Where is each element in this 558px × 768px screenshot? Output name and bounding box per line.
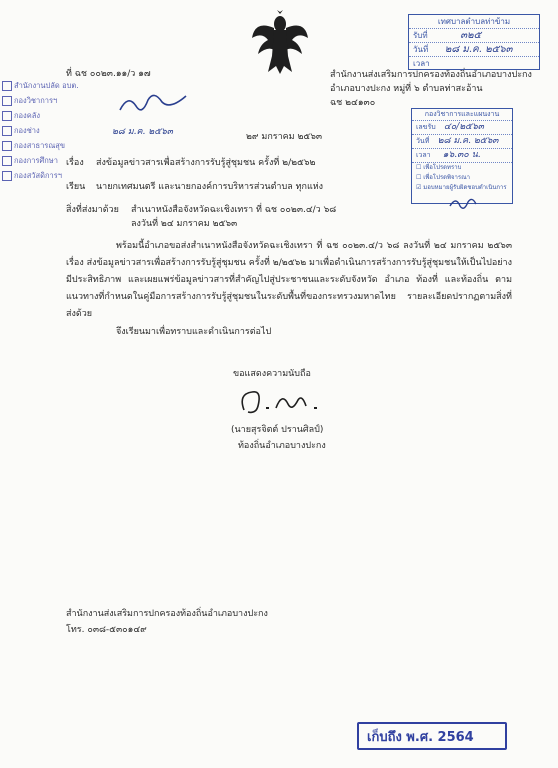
receive-date-label: วันที่: [413, 45, 429, 54]
dept-check-label: เพื่อโปรดทราบ: [423, 164, 462, 171]
footer-phone: โทร. ๐๓๘-๕๓๐๑๔๙: [66, 625, 147, 635]
signer-position: ท้องถิ่นอำเภอบางปะกง: [238, 441, 326, 451]
receive-date: ๒๘ ม.ค. ๒๕๖๓: [444, 44, 513, 55]
receive-stamp-date-row: [409, 43, 539, 57]
dept-stamp-time-row: [412, 149, 512, 163]
dept-date-label: วันที่: [416, 137, 430, 145]
footer-office: สำนักงานส่งเสริมการปกครองท้องถิ่นอำเภอบางปะกง: [66, 609, 268, 619]
dept-check-3: ☑ มอบหมายผู้รับผิดชอบดำเนินการ: [416, 184, 507, 191]
closing-request: จึงเรียนมาเพื่อทราบและดำเนินการต่อไป: [116, 327, 272, 337]
garuda-emblem-icon: [250, 10, 310, 76]
dept-receive-no-label: เลขรับ: [416, 123, 436, 131]
dept-signature-icon: [448, 194, 478, 214]
receive-stamp-time-row: [409, 57, 539, 70]
agency-address: อำเภอบางปะกง หมู่ที่ ๖ ตำบลท่าสะอ้าน: [330, 84, 483, 94]
routing-item: [0, 138, 90, 153]
routing-item-label: กองสาธารณสุข: [14, 141, 65, 150]
archive-stamp-text: เก็บถึง พ.ศ. 2564: [367, 730, 474, 745]
routing-item-label: กองการศึกษา: [14, 156, 58, 165]
routing-item-label: กองสวัสดิการฯ: [14, 171, 62, 180]
dept-date: ๒๘ ม.ค. ๒๕๖๓: [437, 136, 499, 146]
document-number: ที่ ฉช ๐๐๒๓.๑๑/ว ๑๗: [66, 69, 151, 79]
salutation-text: นายกเทศมนตรี และนายกองค์การบริหารส่วนตำบล ทุกแห่ง: [96, 182, 324, 192]
signer-name: (นายสุรจิตต์ ปรานศิลป์): [231, 425, 324, 435]
receive-stamp-title: เทศบาลตำบลท่าข้าม: [409, 15, 539, 29]
signature-icon: [236, 384, 326, 418]
dept-time-label: เวลา: [416, 151, 431, 159]
dept-time: ๑๖.๓๐ น.: [442, 150, 481, 160]
routing-item: [0, 93, 90, 108]
routing-item: [0, 123, 90, 138]
dept-check-label: เพื่อโปรดพิจารณา: [423, 174, 471, 181]
attachment-line-1: สำเนาหนังสือจังหวัดฉะเชิงเทรา ที่ ฉช ๐๐๒๓.๔/ว ๖๘: [131, 205, 337, 215]
attachment-label: สิ่งที่ส่งมาด้วย: [66, 205, 119, 215]
handwritten-signature-icon: [118, 88, 188, 118]
archive-stamp: [357, 722, 507, 750]
routing-item: [0, 108, 90, 123]
body-paragraph-text: พร้อมนี้อำเภอขอส่งสำเนาหนังสือจังหวัดฉะเชิงเทรา ที่ ฉช ๐๐๒๓.๔/ว ๖๘ ลงวันที่ ๒๔ มกราคม ๒๕๖๓ เรื่อง ส่งข้อมูลข่าวสารเพื่อสร้างการรับรู้สู่ชุมชน ครั้งที่ ๒/๒๕๖๒ มาเพื่อดำเนินการสร้างการรับรู้สู่ชุมชนให้เป็นไปอย่างมีประสิทธิภาพ และเผยแพร่ข้อมูลข่าวสารที่สำคัญไปสู่ประชาชนและระดับจังหวัด อำเภอ ท้องที่ และท้องถิ่น ตามแนวทางที่กำหนดในคู่มือการสร้างการรับรู้สู่ชุมชนในระดับพื้นที่ของกระทรวงมหาดไทย รายละเอียดปรากฏตามสิ่งที่ส่งด้วย: [66, 241, 512, 319]
routing-item-label: กองช่าง: [14, 126, 40, 135]
department-stamp: [411, 108, 513, 204]
subject-text: ส่งข้อมูลข่าวสารเพื่อสร้างการรับรู้สู่ชุมชน ครั้งที่ ๒/๒๕๖๒: [96, 158, 316, 168]
receive-stamp: [408, 14, 540, 70]
receive-no: ๓๒๕: [460, 30, 482, 41]
agency-name: สำนักงานส่งเสริมการปกครองท้องถิ่นอำเภอบางปะกง: [330, 70, 532, 80]
routing-item: [0, 78, 90, 93]
body-paragraph: [66, 238, 512, 323]
receive-stamp-number-row: [409, 29, 539, 43]
routing-item-label: สำนักงานปลัด อบต.: [14, 81, 79, 90]
dept-receive-no: ๔๐/๒๕๖๓: [443, 122, 484, 132]
receive-time-label: เวลา: [413, 59, 430, 68]
dept-stamp-date-row: [412, 135, 512, 149]
attachment-line-2: ลงวันที่ ๒๔ มกราคม ๒๕๖๓: [131, 219, 238, 229]
left-stamp-date: ๒๘ ม.ค. ๒๕๖๓: [112, 127, 173, 137]
closing-salutation: ขอแสดงความนับถือ: [233, 369, 311, 379]
dept-stamp-number-row: [412, 121, 512, 135]
dept-stamp-title: กองวิชาการและแผนงาน: [412, 109, 512, 121]
salutation-label: เรียน: [66, 182, 86, 192]
routing-item-label: กองวิชาการฯ: [14, 96, 58, 105]
subject-label: เรื่อง: [66, 158, 84, 168]
document-date: ๒๙ มกราคม ๒๕๖๓: [246, 132, 323, 142]
dept-check-label: มอบหมายผู้รับผิดชอบดำเนินการ: [423, 184, 507, 191]
agency-postcode: ฉช ๒๔๑๓๐: [330, 98, 376, 108]
dept-check-1: ☐ เพื่อโปรดทราบ: [416, 164, 462, 171]
receive-no-label: รับที่: [413, 31, 428, 40]
dept-check-2: ☐ เพื่อโปรดพิจารณา: [416, 174, 471, 181]
routing-item-label: กองคลัง: [14, 111, 40, 120]
